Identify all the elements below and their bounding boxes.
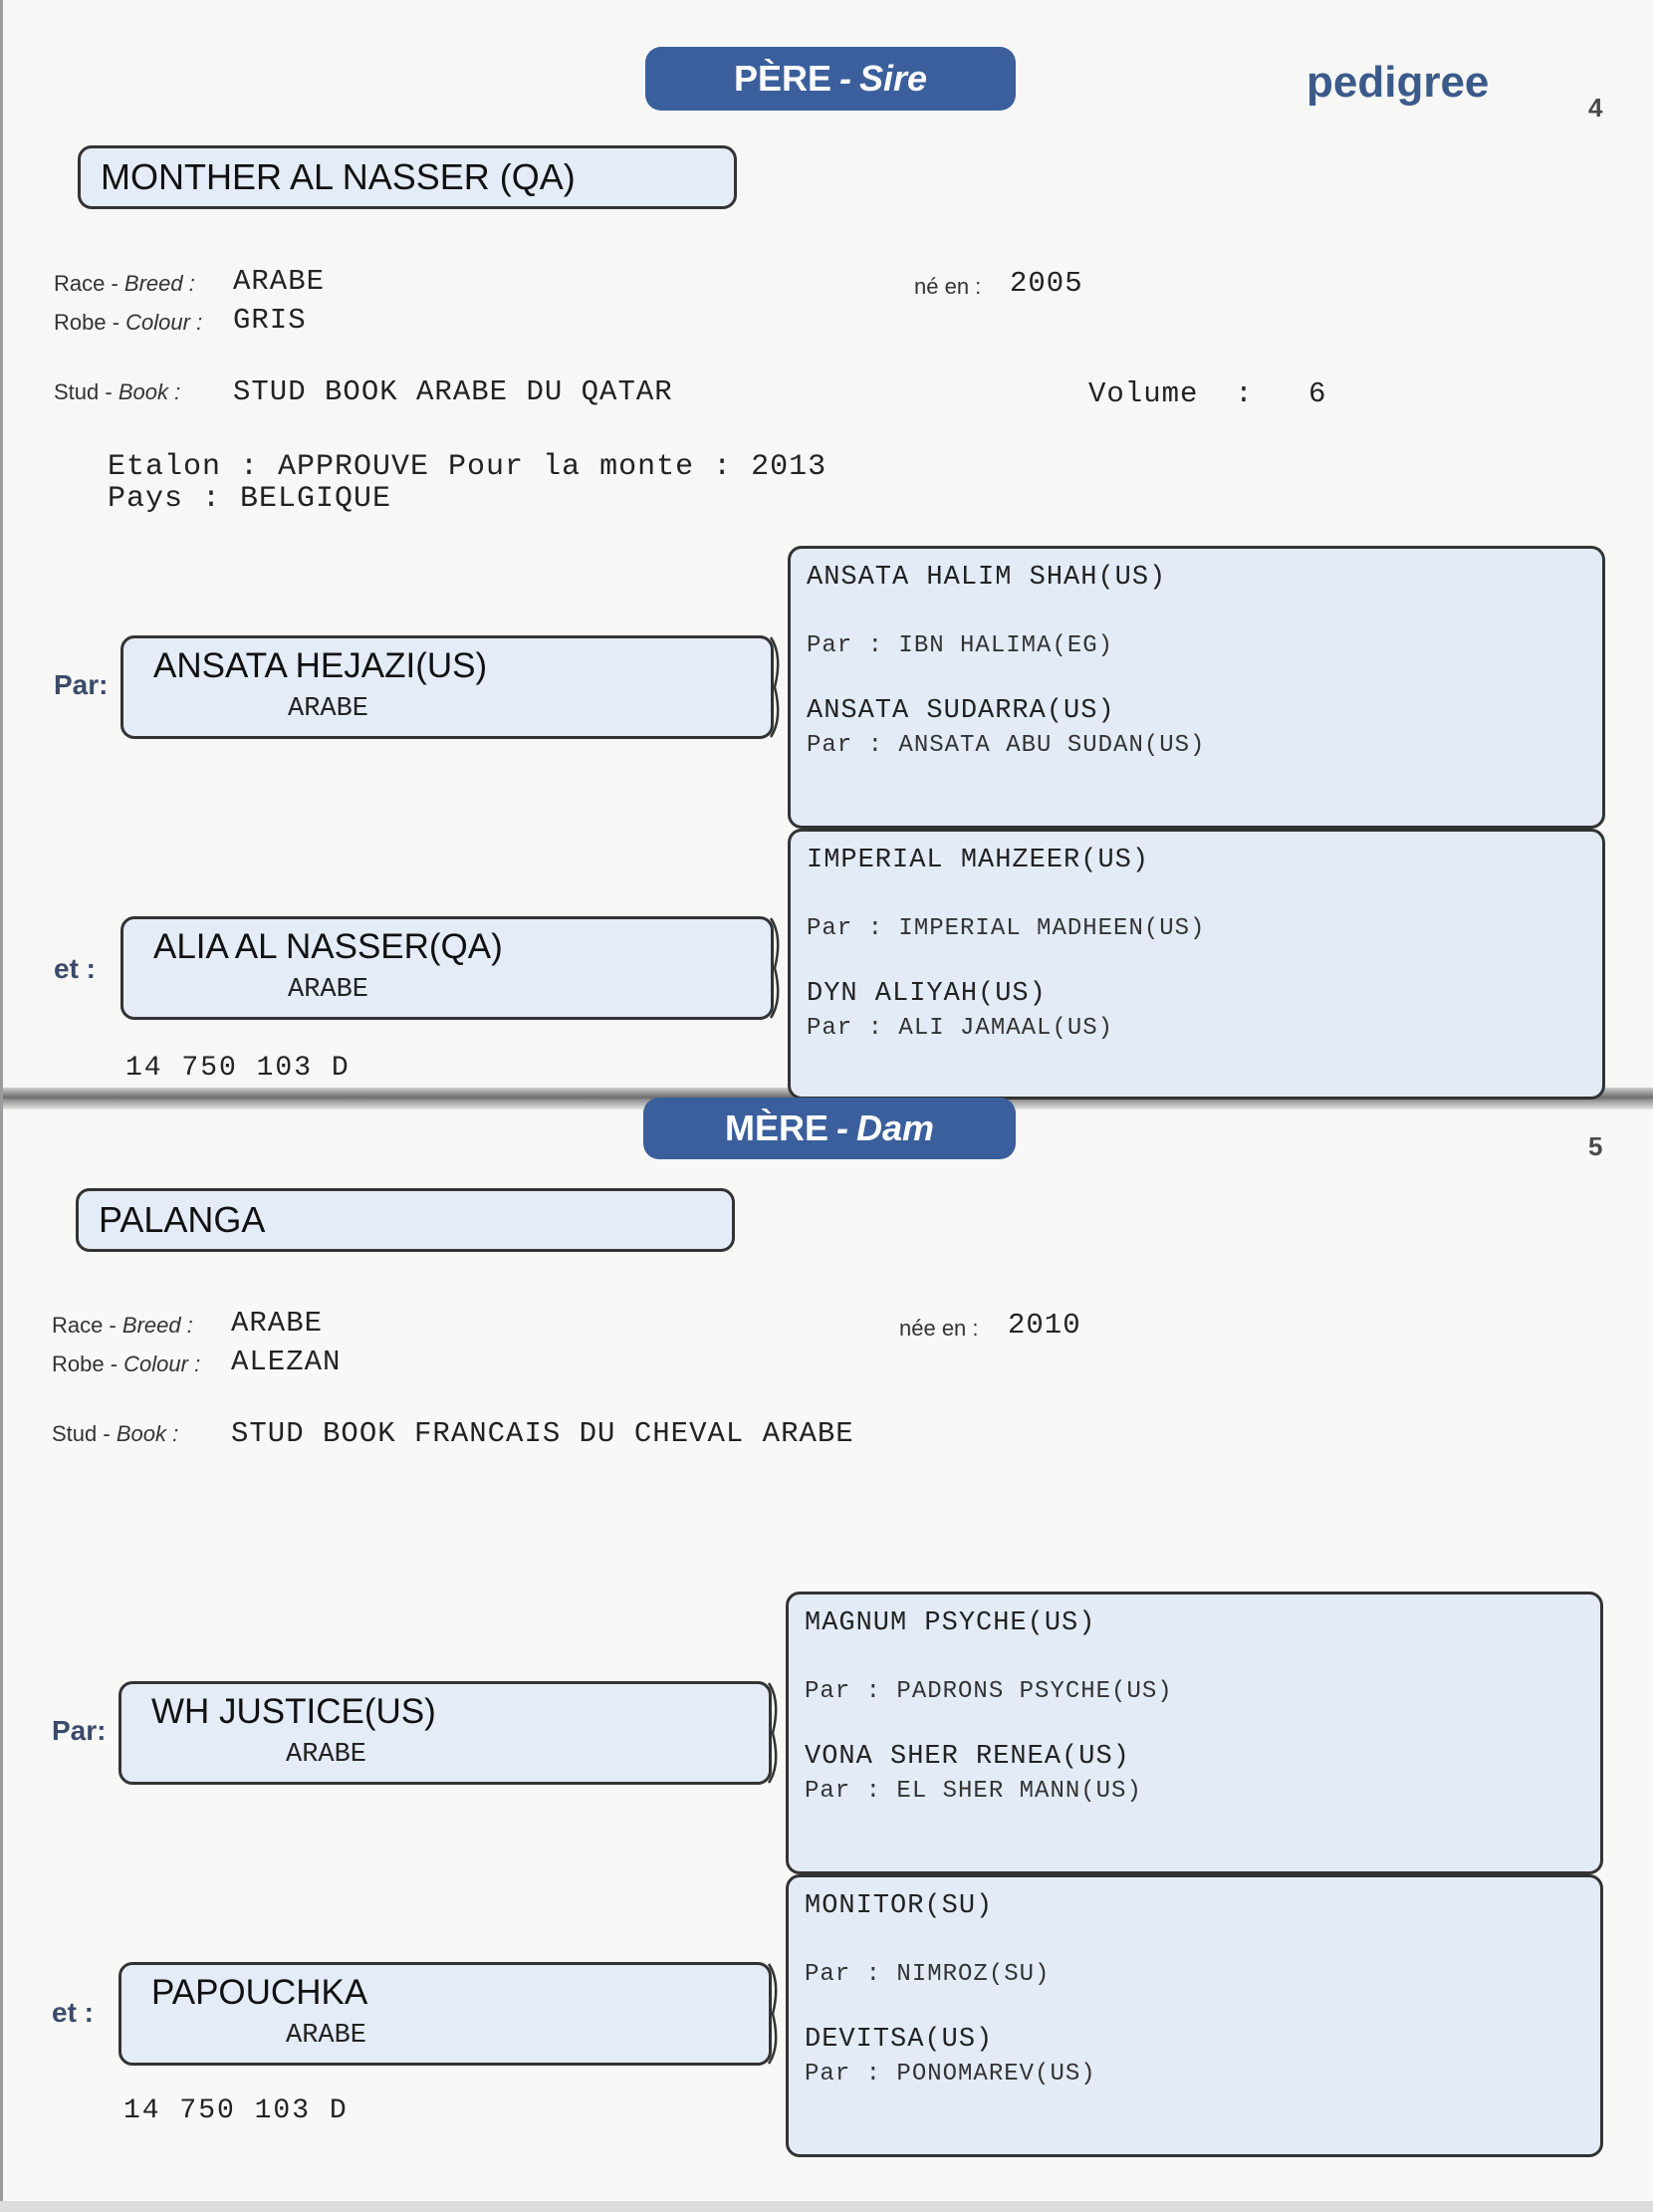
sire-studbook-value: STUD BOOK ARABE DU QATAR [233,375,673,408]
dam-mother-name: PAPOUCHKA [151,1973,368,2012]
granddam-name: DYN ALIYAH(US) [807,979,1047,1009]
dam-born-value: 2010 [1008,1309,1081,1342]
dam-et-label: et : [52,1997,94,2028]
brace-icon [767,1681,783,1785]
brace-icon [767,1962,783,2066]
sire-name: MONTHER AL NASSER (QA) [101,156,576,197]
granddam-par: Par : PONOMAREV(US) [805,2061,1096,2088]
page-number-top: 4 [1588,93,1603,123]
dam-banner [643,1098,1016,1159]
scan-bottom-edge [0,2201,1653,2212]
granddam-name: DEVITSA(US) [805,2025,994,2055]
dam-par-label: Par: [52,1715,107,1746]
sire-grandparents-box-1 [788,546,1605,829]
sire-volume-label: Volume : [1088,377,1254,410]
sire-et-label: et : [54,953,96,984]
scan-edge [0,0,3,2212]
sire-banner-main: PÈRE [733,58,831,99]
dam-studbook-label: Stud - Book : [52,1421,179,1446]
dam-registration: 14 750 103 D [123,2095,349,2126]
grandsire-par: Par : IMPERIAL MADHEEN(US) [807,915,1206,942]
grandsire-par: Par : IBN HALIMA(EG) [807,632,1114,659]
granddam-par: Par : EL SHER MANN(US) [805,1778,1142,1805]
sire-father-breed: ARABE [288,694,369,724]
sire-banner [645,47,1016,111]
dam-banner-main: MÈRE [724,1107,828,1148]
granddam-par: Par : ANSATA ABU SUDAN(US) [807,732,1206,759]
sire-born-value: 2005 [1010,267,1083,300]
sire-born-label: né en : [914,274,982,299]
sire-name-box [78,145,737,209]
granddam-par: Par : ALI JAMAAL(US) [807,1015,1114,1042]
granddam-name: ANSATA SUDARRA(US) [807,696,1115,726]
sire-colour-value: GRIS [233,304,307,337]
grandsire-par: Par : PADRONS PSYCHE(US) [805,1678,1173,1705]
dam-banner-sub: Dam [855,1107,935,1148]
sire-grandparents-box-2 [788,829,1605,1100]
grandsire-name: MONITOR(SU) [805,1891,994,1921]
dam-name-box [76,1188,735,1252]
sire-banner-sep: - [839,58,851,99]
sire-breed-value: ARABE [233,265,326,298]
dam-studbook-value: STUD BOOK FRANCAIS DU CHEVAL ARABE [231,1417,854,1450]
dam-banner-sep: - [835,1107,848,1148]
dam-mother-breed: ARABE [286,2021,367,2051]
grandsire-name: IMPERIAL MAHZEER(US) [807,846,1150,875]
dam-mother-box [118,1962,772,2066]
brace-icon [769,635,785,739]
sire-mother-box [120,916,774,1020]
pedigree-title: pedigree [1306,58,1490,107]
sire-banner-sub: Sire [859,58,928,99]
dam-breed-value: ARABE [231,1307,324,1340]
sire-breed-label: Race - Breed : [54,271,195,296]
grandsire-par: Par : NIMROZ(SU) [805,1961,1051,1988]
grandsire-name: ANSATA HALIM SHAH(US) [807,563,1167,593]
dam-breed-label: Race - Breed : [52,1313,193,1338]
sire-studbook-label: Stud - Book : [54,379,181,404]
grandsire-name: MAGNUM PSYCHE(US) [805,1608,1096,1638]
page-number-bottom: 5 [1588,1131,1603,1161]
dam-father-name: WH JUSTICE(US) [151,1692,436,1731]
dam-grandparents-box-2 [786,1874,1603,2157]
dam-name: PALANGA [99,1199,266,1240]
granddam-name: VONA SHER RENEA(US) [805,1742,1130,1772]
sire-father-box [120,635,774,739]
dam-father-box [118,1681,772,1785]
sire-registration: 14 750 103 D [125,1053,351,1084]
sire-father-name: ANSATA HEJAZI(US) [153,646,488,685]
dam-colour-label: Robe - Colour : [52,1352,201,1376]
dam-grandparents-box-1 [786,1592,1603,1874]
sire-remark-line1: Etalon : APPROUVE Pour la monte : 2013 [108,450,827,484]
sire-par-label: Par: [54,669,109,700]
sire-volume-value: 6 [1308,377,1327,410]
sire-remark-line2: Pays : BELGIQUE [108,482,392,516]
dam-born-label: née en : [899,1316,979,1341]
dam-colour-value: ALEZAN [231,1346,342,1378]
dam-father-breed: ARABE [286,1740,367,1770]
sire-colour-label: Robe - Colour : [54,310,203,335]
sire-mother-breed: ARABE [288,975,369,1005]
brace-icon [769,916,785,1020]
sire-mother-name: ALIA AL NASSER(QA) [153,927,503,966]
